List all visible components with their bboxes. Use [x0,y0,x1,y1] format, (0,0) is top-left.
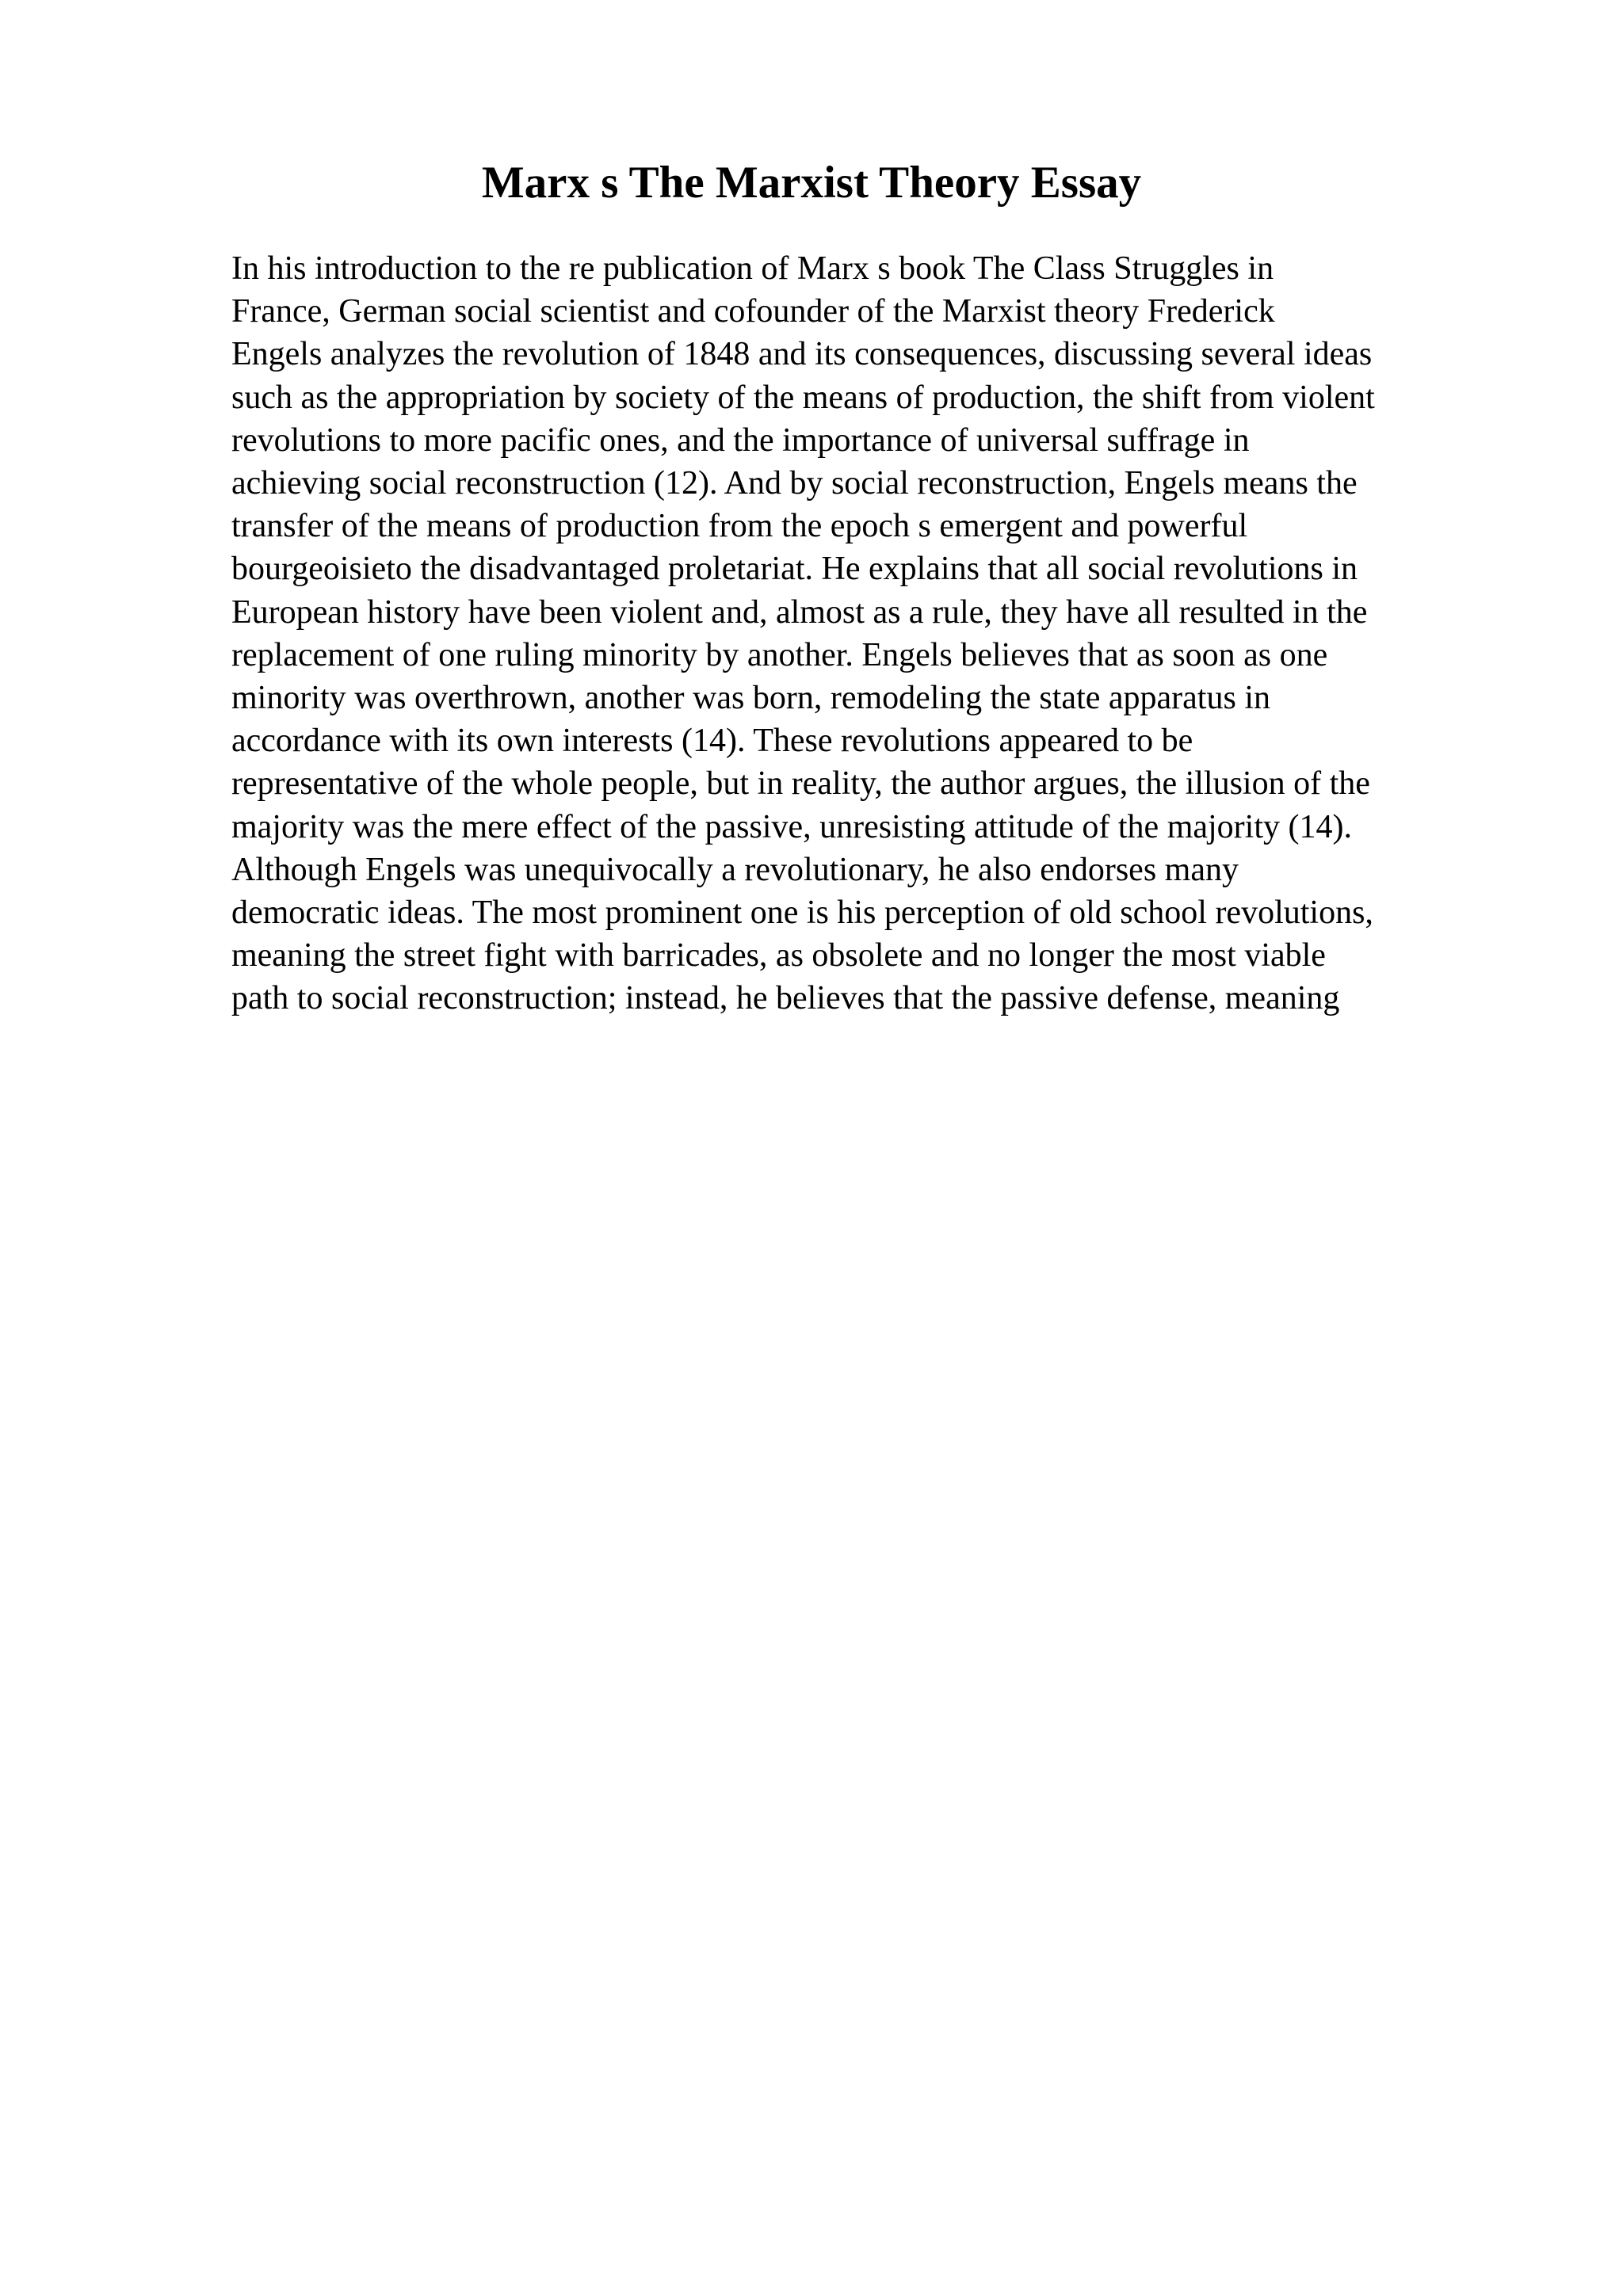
text-line: representative of the whole people, but in reality, the author argues, the illusion of the [231,765,1370,803]
text-line: democratic ideas. The most prominent one is his perception of old school revolutions, [231,894,1373,932]
text-line: France, German social scientist and cofounder of the Marxist theory Frederick [231,293,1275,330]
text-line: meaning the street fight with barricades, as obsolete and no longer the most viable [231,937,1326,974]
text-line: transfer of the means of production from the epoch s emergent and powerful [231,508,1248,545]
text-line: such as the appropriation by society of the means of production, the shift from violent [231,379,1375,416]
text-line: European history have been violent and, almost as a rule, they have all resulted in the [231,593,1368,631]
text-line: majority was the mere effect of the passive, unresisting attitude of the majority (14). [231,808,1352,845]
text-line: In his introduction to the re publication of Marx s book The Class Struggles in [231,250,1274,287]
text-line: Engels analyzes the revolution of 1848 and its consequences, discussing several ideas [231,336,1373,373]
text-line: revolutions to more pacific ones, and the importance of universal suffrage in [231,421,1250,459]
text-line: Although Engels was unequivocally a revolutionary, he also endorses many [231,851,1239,888]
document-title: Marx s The Marxist Theory Essay [481,158,1142,208]
text-line: achieving social reconstruction (12). And by social reconstruction, Engels means the [231,465,1358,502]
body-paragraph [231,247,1515,1020]
text-line: minority was overthrown, another was born, remodeling the state apparatus in [231,680,1270,717]
text-line: path to social reconstruction; instead, he believes that the passive defense, meaning [231,980,1340,1017]
text-line: replacement of one ruling minority by another. Engels believes that as soon as one [231,636,1328,673]
text-line: bourgeoisieto the disadvantaged proletariat. He explains that all social revolutions in [231,551,1358,588]
text-line: accordance with its own interests (14). These revolutions appeared to be [231,723,1193,760]
